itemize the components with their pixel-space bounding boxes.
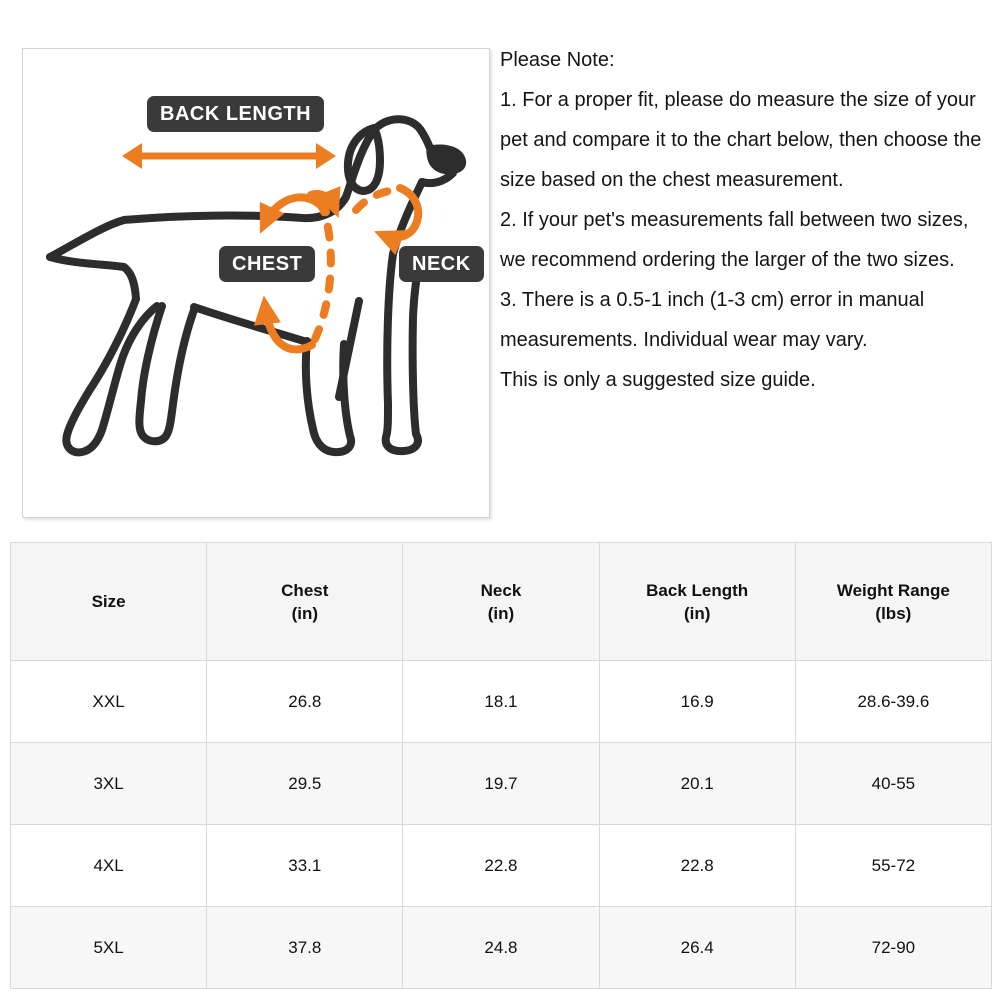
note-section	[500, 40, 998, 400]
cell-size: 4XL	[11, 825, 207, 907]
cell-chest: 33.1	[207, 825, 403, 907]
cell-back-length: 26.4	[599, 907, 795, 989]
note-line: 1. For a proper fit, please do measure the size of your	[500, 89, 976, 111]
note-line: This is only a suggested size guide.	[500, 369, 816, 391]
cell-back-length: 20.1	[599, 743, 795, 825]
dog-outline	[50, 119, 453, 452]
note-line: measurements. Individual wear may vary.	[500, 329, 868, 351]
back-length-arrow	[122, 143, 336, 169]
column-header-weight-range	[795, 543, 991, 661]
header-label: Chest	[281, 580, 329, 600]
note-line: size based on the chest measurement.	[500, 169, 844, 191]
header-unit: (lbs)	[875, 603, 912, 623]
cell-chest: 29.5	[207, 743, 403, 825]
cell-neck: 18.1	[403, 661, 599, 743]
cell-neck: 22.8	[403, 825, 599, 907]
note-title: Please Note:	[500, 49, 615, 71]
header-label: Size	[91, 592, 126, 611]
cell-weight-range: 72-90	[795, 907, 991, 989]
header-unit: (in)	[683, 603, 711, 623]
cell-weight-range: 28.6-39.6	[795, 661, 991, 743]
header-label: Weight Range	[836, 580, 950, 600]
note-line: 2. If your pet's measurements fall between two sizes,	[500, 209, 969, 231]
dog-measurement-diagram	[22, 48, 490, 518]
cell-size: XXL	[11, 661, 207, 743]
table-row-5xl	[11, 907, 992, 989]
header-unit: (in)	[291, 603, 318, 623]
cell-size: 3XL	[11, 743, 207, 825]
arrow-left-head	[122, 143, 142, 169]
column-header-chest	[207, 543, 403, 661]
cell-size: 5XL	[11, 907, 207, 989]
size-chart-table	[10, 542, 992, 989]
arrow-right-head	[316, 143, 336, 169]
header-row	[11, 543, 992, 661]
cell-neck: 24.8	[403, 907, 599, 989]
header-unit: (in)	[487, 603, 515, 623]
column-header-size	[11, 543, 207, 661]
cell-chest: 37.8	[207, 907, 403, 989]
cell-chest: 26.8	[207, 661, 403, 743]
note-line: we recommend ordering the larger of the two sizes.	[500, 249, 955, 271]
cell-neck: 19.7	[403, 743, 599, 825]
chest-label: CHEST	[219, 246, 315, 282]
cell-back-length: 16.9	[599, 661, 795, 743]
table-row-3xl	[11, 743, 992, 825]
table-row-xxl	[11, 661, 992, 743]
note-line: 3. There is a 0.5-1 inch (1-3 cm) error in manual	[500, 289, 925, 311]
neck-label: NECK	[399, 246, 484, 282]
cell-weight-range: 55-72	[795, 825, 991, 907]
dog-nose	[426, 144, 466, 174]
note-line: pet and compare it to the chart below, then choose the	[500, 129, 982, 151]
cell-back-length: 22.8	[599, 825, 795, 907]
header-label: Neck	[480, 580, 522, 600]
table-row-4xl	[11, 825, 992, 907]
header-label: Back Length	[646, 580, 749, 600]
back-length-label: BACK LENGTH	[147, 96, 324, 132]
column-header-back-length	[599, 543, 795, 661]
column-header-neck	[403, 543, 599, 661]
cell-weight-range: 40-55	[795, 743, 991, 825]
